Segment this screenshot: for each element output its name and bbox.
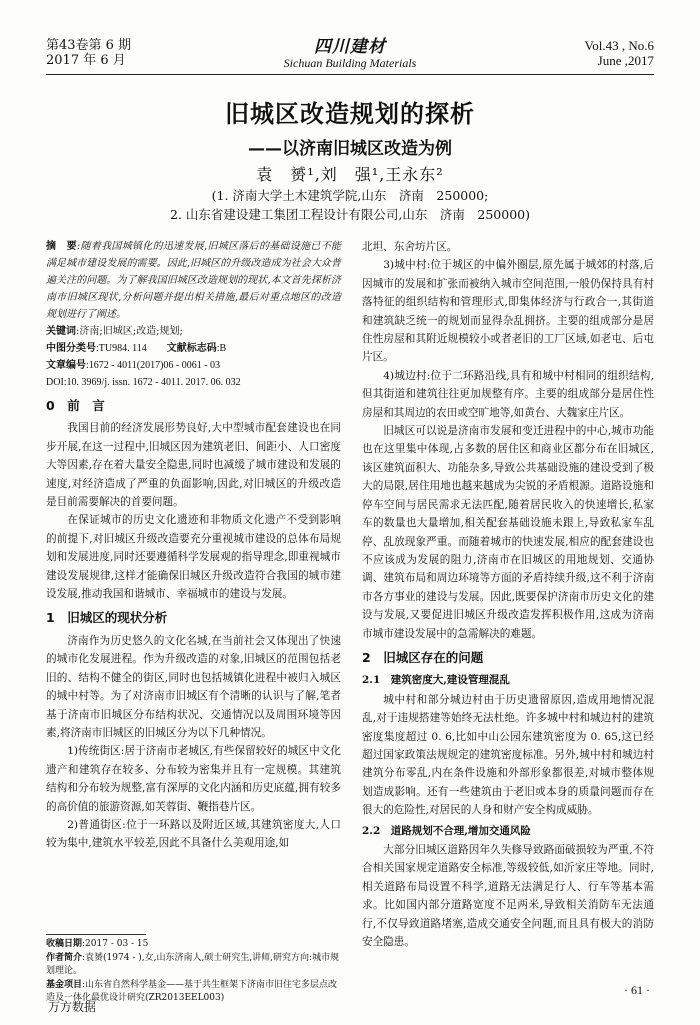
page-number: · 61 · [624,983,650,997]
paragraph: 我国目前的经济发展形势良好,大中型城市配套建设也在同步开展,在这一过程中,旧城区因为建筑老旧、间距小、人口密度大等因素,存在着大量安全隐患,同时也减缓了城市建设和发展的速度,对经济造成了严重的负面影响,因此,对旧城区的升级改造是目前需要解决的首要问题。 [46,422,341,509]
volume-cn: 第43卷第 6 期 [46,38,132,53]
classification-line [46,340,341,357]
right-column [362,238,654,951]
article-number-label: 文章编号 [46,360,86,371]
journal-name-en: Sichuan Building Materials [283,56,417,70]
keywords [46,323,341,340]
paragraph: 1)传统街区:居于济南市老城区,有些保留较好的城区中文化遗产和建筑存在较多、分布较为密集并且有一定规模。其建筑结构和分布较为规整,富有深厚的文化内涵和历史底蕴,拥有较多的高价值的旅游资源,如芙蓉街、鞭指巷片区。 [46,745,341,813]
abstract-label: 摘 要 [46,241,77,252]
header-center [46,38,654,70]
paragraph: 3)城中村:位于城区的中偏外圈层,原先属于城郊的村落,后因城市的发展和扩张而被纳入城市空间范围,一般仍保持具有村落特征的组织结构和管理形式,即集体经济与行政合一,其街道和建筑缺乏统一的规划而显得杂乱拥挤。主要的组成部分是居住性房屋和其附近规模较小或者老旧的工厂区域,如老屯、后屯片区。 [362,259,654,364]
abstract [46,238,341,323]
paragraph: 济南作为历史悠久的文化名城,在当前社会又体现出了快速的城市化发展进程。作为升级改造的对象,旧城区的范围包括老旧的、结构不健全的街区,同时也包括城镇化进程中被归入城区的城中村等。为了对济南市旧城区有个清晰的认识与了解,笔者基于济南市旧城区分布结构状况、交通情况以及周围环境等因素,将济南市旧城区的旧城区分为以下几种情况。 [46,634,341,739]
abstract-text: :随着我国城镇化的迅速发展,旧城区落后的基础设施已不能满足城市建设发展的需要。因此,旧城区的升级改造成为社会大众普遍关注的问题。为了解我国旧城区改造规划的现状,本文首先探析济南市旧城区现状,分析问题并提出相关措施,最后对重点地区的改造规划进行了阐述。 [46,241,341,320]
affiliation-1: (1. 济南大学土木建筑学院,山东 济南 250000; [211,188,489,203]
section-heading-0: 0 前 言 [46,398,105,413]
footnote-rule [46,934,146,935]
footnotes [46,938,341,1006]
paragraph: 城中村和部分城边村由于历史遗留原因,造成用地情况混乱,对于违规搭建等始终无法杜绝。许多城中村和城边村的建筑密度集度超过 0. 6,比如中山公园东建筑密度为 0. 65,这已经超过国家政策法规规定的建筑密度标准。另外,城中村和城边村建筑分布零乱,内在条件设施和外部形象都很差,对城市整体规划造成影响。还有一些建筑由于老旧或本身的质量问题而存在很大的危险性,对居民的人身和财产安全构成威胁。 [362,693,654,817]
authors: 袁 赟¹,刘 强¹,王永东² [256,165,444,184]
affiliation-2: 2. 山东省建设建工集团工程设计有限公司,山东 济南 250000) [170,207,530,222]
journal-logo-cn: 四川建材 [314,37,386,57]
clc-value: :TU984. 114 [96,343,147,354]
watermark: 万方数据 [48,1000,97,1014]
keywords-label: 关键词 [46,326,76,337]
paragraph: 在保证城市的历史文化遗迹和非物质文化遗产不受到影响的前提下,对旧城区升级改造要充分重视城市建设的总体布局规划和发展进度,同时还要遵循科学发展观的指导理念,即重视城市建设发展规律,这样才能确保旧城区升级改造符合我国的城市建设发展,推动我国和谐城市、幸福城市的建设与发展。 [46,514,341,601]
footnote-received [46,938,341,952]
paper-subtitle: ——以济南旧城区改造为例 [248,139,452,159]
paragraph: 2)普通街区:位于一环路以及附近区域,其建筑密度大,人口较为集中,建筑水平较差,因此不具备什么美观用途,如 [46,818,341,850]
clc-label: 中图分类号 [46,343,96,354]
fund-text: :山东省自然科学基金——基于共生框架下济南市旧住宅多层点改造及一体化最优设计研究(ZR2013EEL003) [46,979,338,1003]
doc-code-value: :B [216,343,227,354]
paragraph: 大部分旧城区道路因年久失修导致路面破损较为严重,不符合相关国家规定道路安全标准,等级较低,如沂家庄等地。同时,相关道路布局设置不科学,道路无法满足行人、行车等基本需求。比如国内部分道路宽度不足两米,导致相关消防车无法通行,不仅导致道路堵塞,造成交通安全问题,而且具有极大的消防安全隐患。 [362,844,654,949]
received-label: 收稿日期 [46,939,83,949]
author-bio: :袁赟(1974 - ),女,山东济南人,硕士研究生,讲师,研究方向:城市规划理论。 [46,952,340,976]
left-column [46,238,341,853]
subsection-heading-2-1: 2.1 建筑密度大,建设管理混乱 [362,674,510,687]
footnote-author [46,952,341,979]
keywords-text: :济南;旧城区;改造;规划; [76,326,183,337]
received-date: :2017 - 03 - 15 [82,939,149,949]
section-heading-1: 1 旧城区的现状分析 [46,610,168,626]
date-en: June ,2017 [597,53,654,68]
fund-label: 基金项目 [46,979,83,990]
section-heading-2: 2 旧城区存在的问题 [362,649,484,665]
paragraph: 北坦、东舍坊片区。 [362,241,458,253]
volume-en: Vol.43 , No.6 [584,38,654,53]
header-right [585,38,654,68]
article-number-value: :1672 - 4011(2017)06 - 0061 - 03 [86,360,221,371]
author-label: 作者简介 [46,952,83,963]
paragraph: 旧城区可以说是济南市发展和变迁进程中的中心,城市功能也在这里集中体现,占多数的居住区和商业区都分布在旧城区,该区建筑面积大、功能杂多,导致公共基础设施的建设受到了极大的局限,居住用地也越来越成为尖锐的矛盾根源。道路设施和停车空间与居民需求无法匹配,随着居民收入的快速增长,私家车的数量也大量增加,相关配套基础设施未跟上,导致私家车乱停、乱放现象严重。而随着城市的快速发展,相应的配套建设也不应该成为发展的阻力,济南市在旧城区的用地规划、交通协调、建筑布局和周边环境等方面的矛盾持续升级,这不利于济南市各方事业的建设与发展。因此,既要保护济南市历史文化的建设与发展,又要促进旧城区升级改造发挥积极作用,这成为济南市城市建设发展中的急需解决的难题。 [362,425,654,640]
doc-code-label: 文献标志码 [166,343,217,354]
header-rule [46,74,654,75]
article-number [46,357,341,374]
paper-title: 旧城区改造规划的探析 [225,100,475,128]
doi: DOI:10. 3969/j. issn. 1672 - 4011. 2017. 06. 032 [46,377,241,388]
subsection-heading-2-2: 2.2 道路规划不合理,增加交通风险 [362,824,531,837]
paragraph: 4)城边村:位于二环路沿线,具有和城中村相同的组织结构,但其街道和建筑往往更加规整有序。主要的组成部分是居住性房屋和其周边的农田或空旷地等,如黄台、大魏家庄片区。 [362,369,654,419]
date-cn: 2017 年 6 月 [46,53,126,68]
running-header [46,38,654,72]
